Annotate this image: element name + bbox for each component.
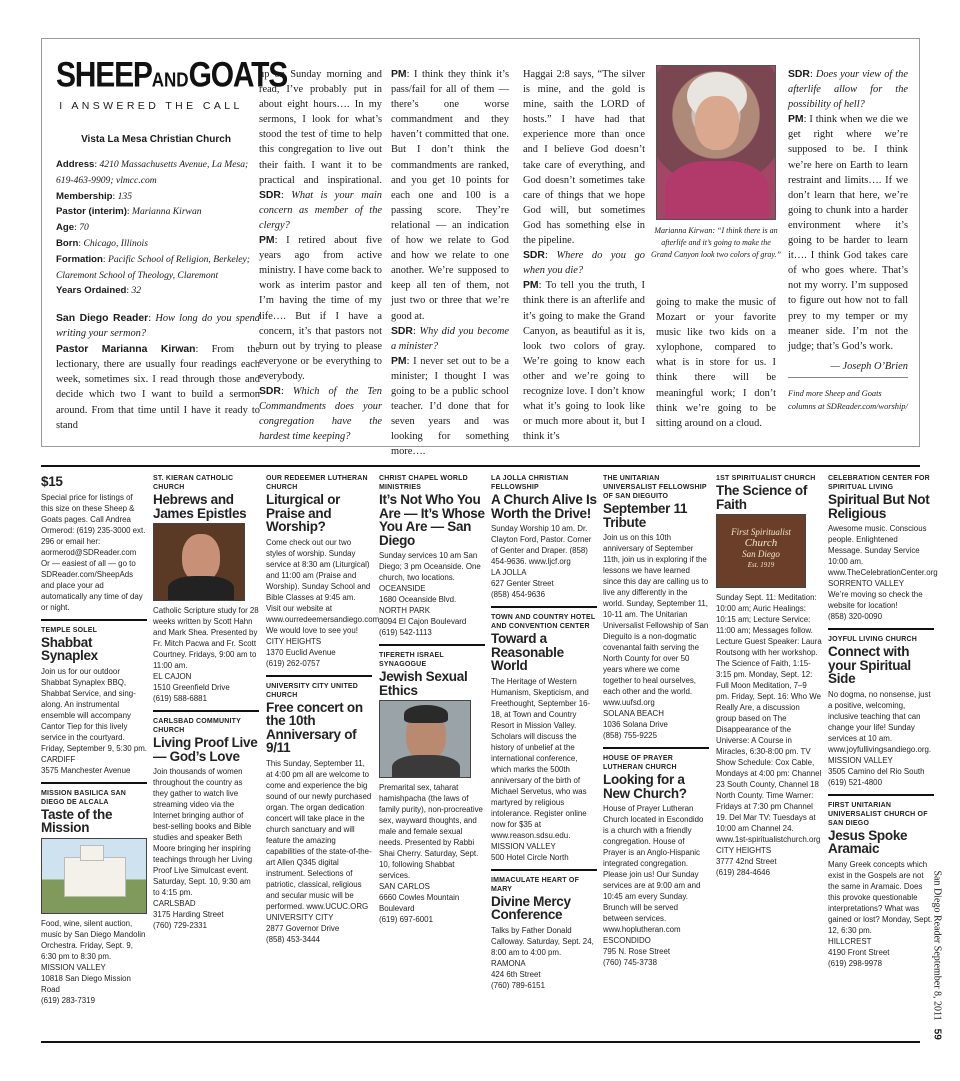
listing-body: Special price for listings of this size on these Sheep & Goats pages. Call Andrea Ormerod: (619) 235-3000 ext. 296 or email her: aormerod@SDReader.com Or — easiest of all — go to SDReader.com/SheepAds and place your ad automatically any time of day or night. bbox=[41, 492, 146, 612]
listing-body: House of Prayer Lutheran Church located in Escondido is a church with a friendly congregation. House of Prayer is an Anglo-Hispanic integrated congregation. Please join us! Our Sunday services are at 9:00 am and 10:45 am every Sunday. Brunch will be served between services. www.hoplutheran.com ESCONDIDO 795 N. Rose Street (760) 745-3738 bbox=[603, 804, 704, 967]
listing-church: CELEBRATION CENTER FOR SPIRITUAL LIVING bbox=[828, 475, 930, 491]
divider-rule bbox=[41, 465, 920, 467]
more-columns-note: Find more Sheep and Goats columns at SDReader.com/worship/ bbox=[788, 377, 908, 413]
listing-headline: Liturgical or Praise and Worship? bbox=[266, 492, 341, 534]
listing-headline: Toward a Reasonable World bbox=[491, 631, 564, 673]
listing bbox=[828, 801, 934, 969]
listing-body: Sunday services 10 am San Diego; 3 pm Oceanside. One church, two locations. OCEANSIDE 1680 Oceanside Blvd. NORTH PARK 3094 El Cajon Boulevard (619) 542-1113 bbox=[379, 551, 481, 637]
listing-church: TEMPLE SOLEL bbox=[41, 626, 98, 634]
listing-headline: Free concert on the 10th Anniversary of 9/11 bbox=[266, 699, 363, 755]
listing bbox=[266, 474, 382, 669]
column-subtitle: I ANSWERED THE CALL bbox=[59, 100, 243, 112]
listing-body: Join us on this 10th anniversary of September 11th, join us in exploring if the lessons we have learned since this day are calling us to live any differently in the world. Sunday, September 11, 10-11 am. The Unitarian Universalist Fellowship of San Dieguito is a non-dogmatic covenantal faith serving the North County for over 50 years where we come together to heal ourselves, each other and the world. www.uufsd.org SOLANA BEACH 1036 Solana Drive (858) 755-9225 bbox=[603, 533, 709, 740]
fact-age: Age: 70 bbox=[56, 222, 89, 234]
listing-headline: Jesus Spoke Aramaic bbox=[828, 827, 908, 856]
article-intro: San Diego Reader: How long do you spend writing your sermon? Pastor Marianna Kirwan: From the lectionary, there are usually four readings each week, sometimes six. I read through those and decide which two I want to build a sermon around. From that time until I have it ready to stand bbox=[56, 313, 260, 432]
fact-pastor: Pastor (interim): Marianna Kirwan bbox=[56, 206, 202, 218]
listing-body: Food, wine, silent auction, music by San Diego Mandolin Orchestra. Friday, Sept. 9, 6:30 pm to 8:30 pm. MISSION VALLEY 10818 San Diego Mission Road (619) 283-7319 bbox=[41, 918, 146, 1005]
listings-column-6 bbox=[603, 474, 709, 968]
listing bbox=[716, 474, 822, 878]
listing-body: Catholic Scripture study for 28 weeks written by Scott Hahn and Mark Shea. Presented by Fr. Mitch Pacwa and Fr. Scott Courtney. Fridays, 9:00 am to 11:00 am. EL CAJON 1510 Greenfield Drive (619) 588-6881 bbox=[153, 606, 259, 703]
church-sign-photo: First Spiritualist Church San Diego Est. 1919 bbox=[716, 514, 806, 588]
page-number: 59 bbox=[931, 1028, 943, 1040]
article-column-6: SDR: Does your view of the afterlife allow for the possibility of hell? PM: I think when we die we get right where we’re supposed to be. I think we’re here on Earth to learn restraint and limits…. If we don’t learn that here, we’re going to chunk into a harder environment where it’s going to be harder to learn it…. I think God takes care of who goes where. That’s not my worry. I’m supposed to figure out how not to fall prey to my temper or my meaner side. I’m not the judge; that’s God’s work. — Joseph O’Brien bbox=[788, 67, 908, 374]
fact-years-ordained: Years Ordained: 32 bbox=[56, 285, 142, 297]
rabbi-photo bbox=[379, 700, 471, 778]
listing-headline: Connect with your Spiritual Side bbox=[828, 644, 911, 686]
listing-body: Come check out our two styles of worship. Sunday service at 8:30 am (Liturgical) and 11:00 am (Praise and Worship). Sunday School and Bible Classes at 9:45 am. Visit our website at www.ourredeemersandiego.com. We would love to see you! CITY HEIGHTS 1370 Euclid Avenue (619) 262-0757 bbox=[266, 537, 382, 668]
priest-photo bbox=[153, 523, 245, 601]
listing-headline: $15 bbox=[41, 474, 63, 489]
listing bbox=[603, 474, 709, 741]
bottom-rule bbox=[41, 1041, 920, 1043]
listing-body: This Sunday, September 11, at 4:00 pm all are welcome to come and experience the big sound of our newly purchased organ. The organ dedication concert will take place in the church sanctuary and will feature the amazing capabilities of the state-of-the-art Allen Q345 digital instrument. Selections of patriotic, classical, religious and secular music will be performed. www.UCUC.ORG UNIVERSITY CITY 2877 Governor Drive (858) 453-3444 bbox=[266, 758, 372, 944]
listing-church: LA JOLLA CHRISTIAN FELLOWSHIP bbox=[491, 475, 569, 491]
listing-body: The Heritage of Western Humanism, Skepticism, and Freethought, September 16-18, at Town and Country Resort in Mission Valley. Scholars will discuss the history of unbelief at the international conference, which marks the 500th anniversary of the birth of Michael Servetus, who was martyred by religious intolerance. Register online now for $35 at www.reason.sdsu.edu. MISSION VALLEY 500 Hotel Circle North bbox=[491, 676, 591, 862]
listing-church: TOWN AND COUNTRY HOTEL AND CONVENTION CENTER bbox=[491, 614, 596, 630]
listing bbox=[491, 474, 597, 600]
listings-column-8 bbox=[828, 474, 938, 969]
fact-born: Born: Chicago, Illinois bbox=[56, 237, 148, 249]
listings-column-2 bbox=[153, 474, 259, 931]
listing-church: IMMACULATE HEART OF MARY bbox=[491, 876, 580, 893]
listing-body: Premarital sex, taharat hamishpacha (the laws of family purity), non-procreative sex, wayward thoughts, and male and female sexual needs. Presented by Rabbi Shai Cherry. Saturday, Sept. 10, following Shabbat services. SAN CARLOS 6660 Cowles Mountain Boulevard (619) 697-6001 bbox=[379, 783, 483, 924]
church-name: Vista La Mesa Christian Church bbox=[81, 134, 231, 145]
article-column-3: PM: I think they think it’s pass/fail for all of them — there’s one worse commandment and they haven’t committed that one. But I don’t think the commandments are ranked, and you get 10 points for each one and 100 is a passing score. They’re relational — an indication of how we relate to God and how we relate to one another. We’re supposed to keep all ten of them, not just two or three that we’re good at. SDR: Why did you become a minister? PM: I never set out to be a minister; I thought I was going to be a public school teacher. I’d done that for seven years and was looking for something more…. bbox=[391, 69, 509, 458]
photo-caption: Marianna Kirwan: “I think there is an afterlife and it’s going to make the Grand Canyon look two colors of gray.” bbox=[650, 226, 781, 259]
listing bbox=[491, 876, 597, 991]
fact-membership: Membership: 135 bbox=[56, 190, 132, 202]
fact-formation: Formation: Pacific School of Religion, Berkeley; Claremont School of Theology, Claremont bbox=[56, 253, 250, 281]
listing-church: OUR REDEEMER LUTHERAN CHURCH bbox=[266, 475, 368, 491]
listing-church: TIFERETH ISRAEL SYNAGOGUE bbox=[379, 652, 444, 668]
listing bbox=[41, 789, 147, 1006]
article-column-4: Haggai 2:8 says, “The silver is mine, and the gold is mine, saith the LORD of hosts.” I have had that experience more than once and I believe God doesn’t take care of everything, and God doesn’t sometimes take care of things that we hope God will, but sometimes God has something else in the pipeline. SDR: Where do you go when you die? PM: To tell you the truth, I think there is an afterlife and it’s going to make the Grand Canyon, as beautiful as it is, look two colors of gray. We’re going to know each other and we’re going to recognize love. I don’t know what it’s going to look like or much more about it, but I think it’s bbox=[523, 69, 646, 443]
listing-headline: Spiritual But Not Religious bbox=[828, 492, 930, 521]
listing-body: Join thousands of women throughout the country as they gather to watch live streaming video via the Internet bringing author of best-selling books and Bible studies and speaker Beth Moore bringing her inspiring teachings through her Living Proof Live Simulcast event. Saturday, Sept. 10, 9:30 am to 4:15 pm. CARLSBAD 3175 Harding Street (760) 729-2331 bbox=[153, 767, 253, 930]
listing-church: ST. KIERAN CATHOLIC CHURCH bbox=[153, 475, 234, 491]
listings-column-3 bbox=[266, 474, 382, 945]
listing bbox=[828, 635, 934, 788]
byline: — Joseph O’Brien bbox=[830, 360, 908, 372]
listing bbox=[491, 613, 597, 863]
listings-column-7 bbox=[716, 474, 822, 878]
listing-headline: The Science of Faith bbox=[716, 483, 808, 512]
listing-church: CARLSBAD COMMUNITY CHURCH bbox=[153, 718, 241, 734]
listing-headline: Hebrews and James Epistles bbox=[153, 492, 247, 521]
listing-body: Sunday Sept. 11: Meditation: 10:00 am; Auric Healings: 10:15 am; Lecture Service: 11:00 am; Messages follow. Lecture Guest Speaker: Laura Routsong with her workshop. The Science of Faith, 1:15-3:15 pm. Monday, Sept. 12: Full Moon Meditation, 7–9 pm. Friday, Sept. 16: Who We Really Are, a discussion group based on The Disappearance of the Universe: A Course in Miracles, 6:30-8:00 pm. TV Show Schedule: Cox Cable, Mondays at 4:00 pm: Channel 23 South County, Channel 18 North County. Time Warner: Fridays at 7:30 pm Channel 19. Del Mar TV: Tuesdays at 10:00 am Channel 24. www.1st-spiritualistchurch.org CITY HEIGHTS 3777 42nd Street (619) 284-4646 bbox=[716, 593, 822, 877]
listing-church: THE UNITARIAN UNIVERSALIST FELLOWSHIP OF SAN DIEGUITO bbox=[603, 475, 707, 500]
listing-body: Join us for our outdoor Shabbat Synaplex BBQ, Shabbat Service, and sing-along. An instrumental ensemble will accompany Cantor Tiep for this lively service in the courtyard. Friday, September 9, 5:30 pm. CARDIFF 3575 Manchester Avenue bbox=[41, 666, 147, 775]
listing bbox=[41, 626, 147, 776]
listings-column-1 bbox=[41, 474, 147, 1006]
listing-body: Talks by Father Donald Calloway. Saturday, Sept. 24, 8:00 am to 4:00 pm. RAMONA 424 6th Street (760) 789-6151 bbox=[491, 925, 594, 990]
article-column-2: up on Sunday morning and read, I’ve probably put in about eight hours…. In my sermons, I look for what’s stood the test of time to help this congregation to live out their faith. I want it to be practical and inspirational. SDR: What is your main concern as member of the clergy? PM: I retired about five years ago from active ministry. I have come back to work as interim pastor and I’m having the time of my life…. But if I have a concern, it’s that pastors not burn out by trying to please everyone or be everything to everybody. SDR: Which of the Ten Commandments does your congregation have the hardest time keeping? bbox=[259, 69, 382, 443]
listing-church: MISSION BASILICA SAN DIEGO DE ALCALA bbox=[41, 789, 127, 806]
listing bbox=[603, 754, 709, 968]
article-box bbox=[41, 38, 920, 458]
listing bbox=[828, 474, 938, 622]
listing-headline: Looking for a New Church? bbox=[603, 772, 687, 801]
listing-body: Awesome music. Conscious people. Enlightened Message. Sunday Service 10:00 am. www.TheCelebrationCenter.org SORRENTO VALLEY We’re moving so check the website for location! (858) 320-0090 bbox=[828, 524, 938, 621]
listing-church: JOYFUL LIVING CHURCH bbox=[828, 636, 918, 643]
listing-headline: September 11 Tribute bbox=[603, 501, 688, 530]
listing-body: No dogma, no nonsense, just a positive, welcoming, inclusive teaching that can change your life! Sunday services at 10 am. www.joyfullivingsandiego.org. MISSION VALLEY 3505 Camino del Rio South (619) 521-4800 bbox=[828, 689, 932, 787]
listing-headline: Shabbat Synaplex bbox=[41, 634, 98, 663]
listing bbox=[266, 682, 372, 945]
listing-headline: Living Proof Live — God’s Love bbox=[153, 735, 258, 764]
listing-headline: Divine Mercy Conference bbox=[491, 893, 571, 922]
masthead bbox=[56, 55, 288, 112]
listing bbox=[153, 474, 259, 704]
listing-headline: A Church Alive Is Worth the Drive! bbox=[491, 492, 597, 521]
listing-church: HOUSE OF PRAYER LUTHERAN CHURCH bbox=[603, 755, 677, 771]
listings-column-4 bbox=[379, 474, 485, 925]
listing-headline: Taste of the Mission bbox=[41, 806, 113, 835]
listing-church: 1ST SPIRITUALIST CHURCH bbox=[716, 475, 816, 482]
listing-church: CHRIST CHAPEL WORLD MINISTRIES bbox=[379, 475, 468, 491]
pastor-photo bbox=[656, 65, 776, 220]
listing bbox=[379, 651, 485, 925]
column-title: SHEEPANDGOATS bbox=[56, 55, 288, 95]
listing-church: FIRST UNITARIAN UNIVERSALIST CHURCH OF SAN DIEGO bbox=[828, 801, 928, 827]
listing-body: Many Greek concepts which exist in the Gospels are not the same in Aramaic. Does this provoke questionable interpretations? What was gained or lost? Monday, Sept. 12, 6:30 pm. HILLCREST 4190 Front Street (619) 298-9978 bbox=[828, 859, 933, 968]
listing-church: UNIVERSITY CITY UNITED CHURCH bbox=[266, 682, 359, 699]
fact-address: Address: 4210 Massachusetts Avenue, La Mesa; 619-463-9909; vlmcc.com bbox=[56, 159, 249, 186]
church-facts bbox=[56, 157, 256, 299]
article-column-5: going to make the music of Mozart or your favorite music like two kids on a xylophone, compared to what is in store for us. I think there will be meaningful work; I don’t think we’re going to be sitting around on a cloud. bbox=[656, 297, 776, 429]
listing bbox=[41, 475, 147, 613]
listings-column-5 bbox=[491, 474, 597, 991]
listing-headline: Jewish Sexual Ethics bbox=[379, 669, 468, 698]
page-sidebar bbox=[922, 870, 943, 1050]
listing-headline: It’s Not Who You Are — It’s Whose You Are — San Diego bbox=[379, 492, 485, 548]
listing bbox=[379, 474, 485, 638]
mission-photo bbox=[41, 838, 147, 914]
publication-info: San Diego Reader September 8, 2011 bbox=[931, 870, 943, 1021]
listing bbox=[153, 717, 259, 931]
listing-body: Sunday Worship 10 am. Dr. Clayton Ford, Pastor. Corner of Genter and Draper. (858) 454-9636. www.ljcf.org LA JOLLA 627 Genter Street (858) 454-9636 bbox=[491, 524, 592, 599]
